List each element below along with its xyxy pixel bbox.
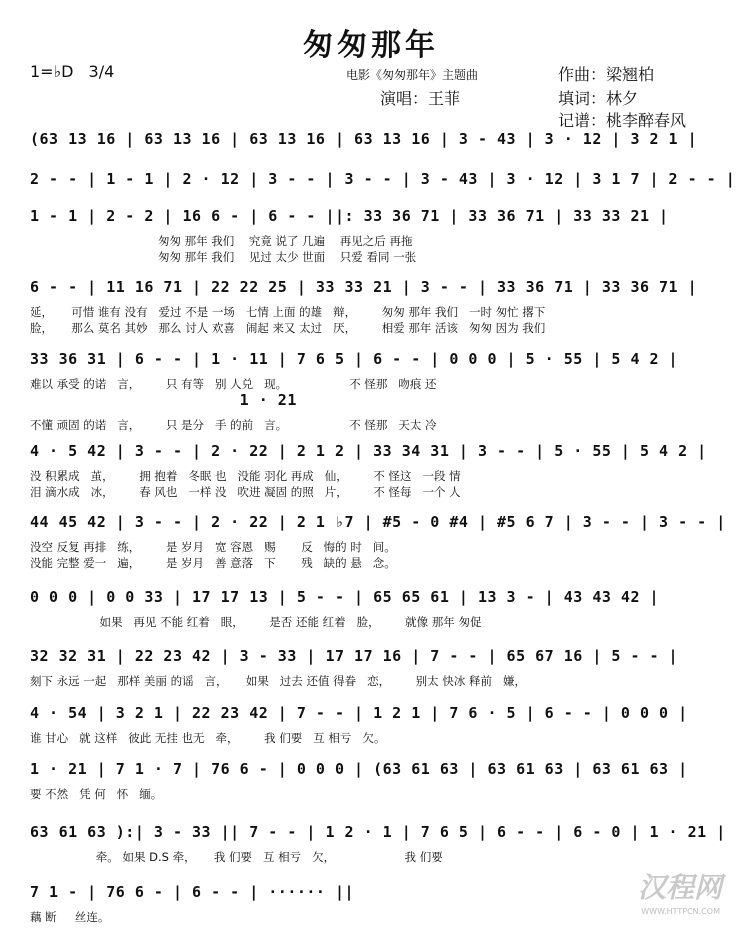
lyric-line: 要 不然 凭 何 怀 缅。 <box>30 787 163 801</box>
score-line: 63 61 63 ):| 3 - 33 || 7 - - | 1 2 · 1 | 7 6 5 | 6 - - | 6 - 0 | 1 · 21 | <box>30 823 726 841</box>
movie-subtitle: 电影《匆匆那年》主题曲 <box>346 68 479 82</box>
composer-credit: 作曲：梁翘柏 <box>558 65 655 84</box>
score-line: 1 - 1 | 2 - 2 | 16 6 - | 6 - - ||: 33 36 71 | 33 36 71 | 33 33 21 | <box>30 207 669 225</box>
score-line: 4 · 5 42 | 3 - - | 2 · 22 | 2 1 2 | 33 34 31 | 3 - - | 5 · 55 | 5 4 2 | <box>30 442 707 460</box>
lyric-line: 没能 完整 爱一 遍， 是 岁月 善 意落 下 残 缺的 悬 念。 <box>30 556 396 570</box>
watermark-url: WWW.HTTPCN.COM <box>641 907 720 916</box>
lyric-line: 不懂 顽固 的诺 言， 只 是分 手 的前 言。 不 怪那 天太 冷 <box>30 418 437 432</box>
lyric-line: 匆匆 那年 我们 究竟 说了 几遍 再见之后 再拖 <box>30 234 413 248</box>
lyric-line: 脸， 那么 莫名 其妙 那么 讨人 欢喜 闹起 来又 太过 厌， 相爱 那年 活该 匆匆 因为 我们 <box>30 321 546 335</box>
lyric-line: 刻下 永远 一起 那样 美丽 的谣 言， 如果 过去 还值 得眷 恋， 别太 快冰 释前 嫌， <box>30 674 526 688</box>
watermark-logo: 汉程网 <box>637 871 722 904</box>
singer-credit: 演唱：王菲 <box>380 89 461 108</box>
lyric-line: 延， 可惜 谁有 没有 爱过 不是 一场 七情 上面 的雄 辩， 匆匆 那年 我们 一时 匆忙 撂下 <box>30 305 546 319</box>
lyric-line: 没空 反复 再排 练， 是 岁月 宽 容恩 赐 反 悔的 时 间。 <box>30 540 396 554</box>
lyric-line: 谁 甘心 就 这样 彼此 无挂 也无 牵， 我 们要 互 相亏 欠。 <box>30 731 386 745</box>
time-signature: 3/4 <box>88 62 115 81</box>
score-line: 1 · 21 <box>30 391 297 409</box>
score-line: 44 45 42 | 3 - - | 2 · 22 | 2 1 ♭7 | #5 - 0 #4 | #5 6 7 | 3 - - | 3 - - | <box>30 513 726 531</box>
lyricist-credit: 填词：林夕 <box>558 89 639 108</box>
score-line: 4 · 54 | 3 2 1 | 22 23 42 | 7 - - | 1 2 1 | 7 6 · 5 | 6 - - | 0 0 0 | <box>30 704 688 722</box>
score-line: 7 1 - | 76 6 - | 6 - - | ······ || <box>30 883 355 901</box>
song-title: 匆匆那年 <box>303 28 439 63</box>
lyric-line: 泪 滴水成 冰， 春 风也 一样 没 吹进 凝固 的照 片， 不 怪每 一个 人 <box>30 485 461 499</box>
score-line: 33 36 31 | 6 - - | 1 · 11 | 7 6 5 | 6 - - | 0 0 0 | 5 · 55 | 5 4 2 | <box>30 350 679 368</box>
score-line: 0 0 0 | 0 0 33 | 17 17 13 | 5 - - | 65 65 61 | 13 3 - | 43 43 42 | <box>30 588 660 606</box>
key-label: 1=♭D <box>30 62 74 81</box>
lyric-line: 没 积累成 茧， 拥 抱着 冬眠 也 没能 羽化 再成 仙， 不 怪这 一段 情 <box>30 469 461 483</box>
lyric-line: 如果 再见 不能 红着 眼， 是否 还能 红着 脸， 就像 那年 匆促 <box>30 615 482 629</box>
lyric-line: 匆匆 那年 我们 见过 太少 世面 只爱 看同 一张 <box>30 250 417 264</box>
score-line: 32 32 31 | 22 23 42 | 3 - 33 | 17 17 16 | 7 - - | 65 67 16 | 5 - - | <box>30 647 679 665</box>
score-line: 1 · 21 | 7 1 · 7 | 76 6 - | 0 0 0 | (63 61 63 | 63 61 63 | 63 61 63 | <box>30 760 688 778</box>
key-signature <box>30 62 114 81</box>
transcriber-credit: 记谱：桃李醉春风 <box>558 111 687 130</box>
score-line: 2 - - | 1 - 1 | 2 · 12 | 3 - - | 3 - - | 3 - 43 | 3 · 12 | 3 1 7 | 2 - - | <box>30 170 736 188</box>
lyric-line: 牵。 如果 D.S 牵， 我 们要 互 相亏 欠， 我 们要 <box>30 850 443 864</box>
score-line: 6 - - | 11 16 71 | 22 22 25 | 33 33 21 | 3 - - | 33 36 71 | 33 36 71 | <box>30 278 698 296</box>
lyric-line: 难以 承受 的诺 言， 只 有等 别 人兑 现。 不 怪那 吻痕 还 <box>30 377 437 391</box>
lyric-line: 藕 断 丝连。 <box>30 910 110 924</box>
score-line: (63 13 16 | 63 13 16 | 63 13 16 | 63 13 16 | 3 - 43 | 3 · 12 | 3 2 1 | <box>30 130 698 148</box>
